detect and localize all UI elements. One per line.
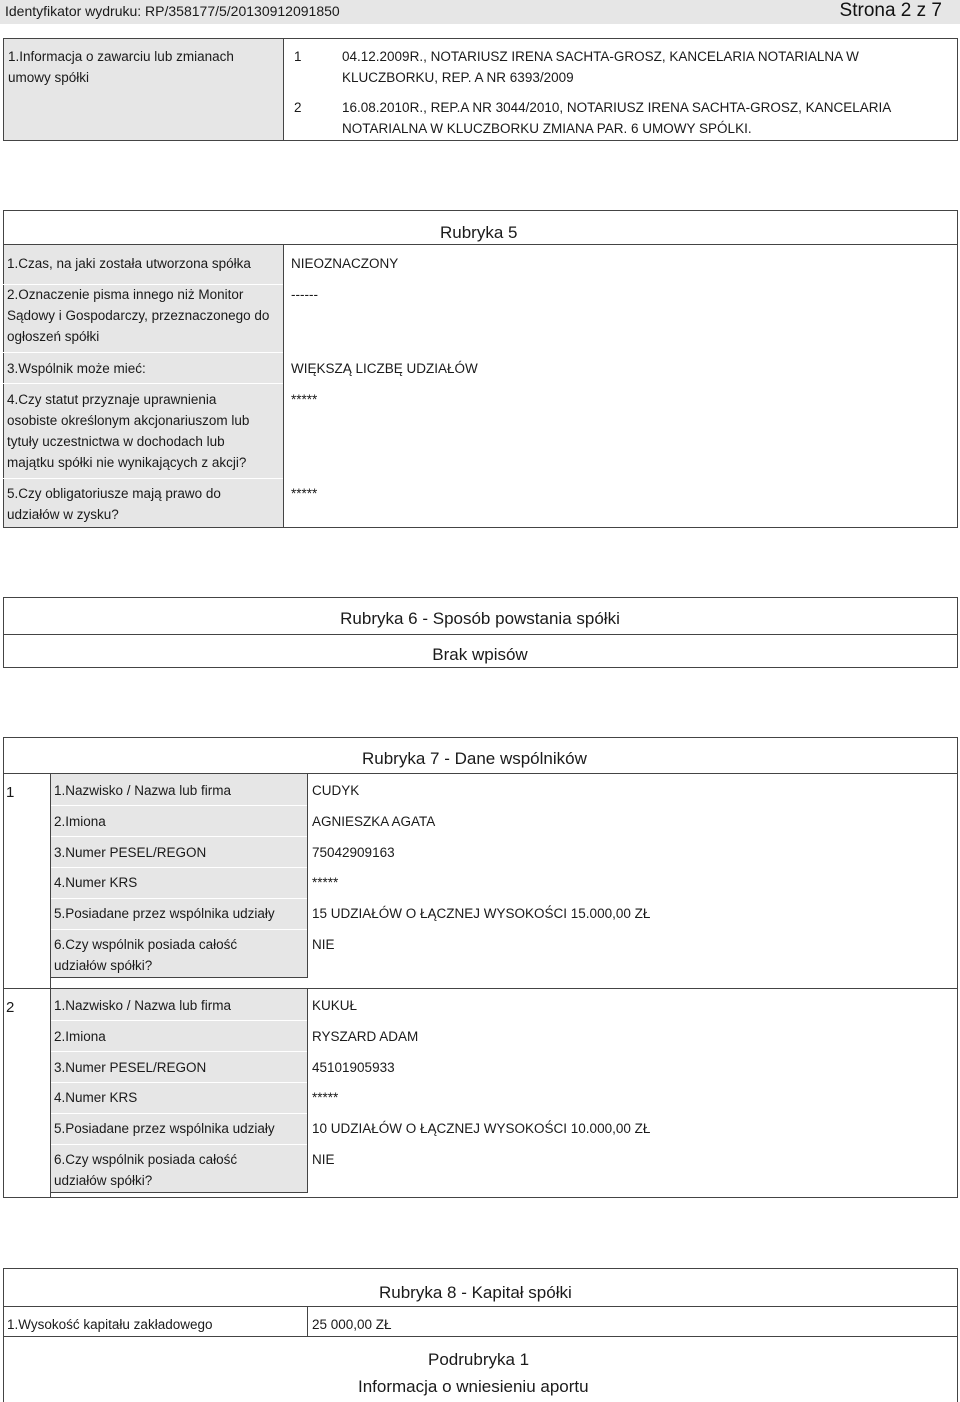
- agreement-entry-num-1: 1: [294, 49, 302, 64]
- partner1-value-3: 75042909163: [312, 845, 395, 860]
- rubryka7-title: Rubryka 7 - Dane wspólników: [362, 749, 587, 768]
- rubryka5-title: Rubryka 5: [440, 223, 518, 242]
- print-identifier: Identyfikator wydruku: RP/358177/5/20130912091850: [5, 3, 340, 19]
- partner1-value-6: NIE: [312, 937, 335, 952]
- agreement-entry-text-1: 04.12.2009R., NOTARIUSZ IRENA SACHTA-GROSZ, KANCELARIA NOTARIALNA W KLUCZBORKU, REP. A NR 6393/2009: [342, 49, 859, 85]
- rubryka6-title: Rubryka 6 - Sposób powstania spółki: [340, 609, 620, 628]
- agreement-label: 1.Informacja o zawarciu lub zmianach umowy spółki: [8, 49, 234, 85]
- rubryka8-title: Rubryka 8 - Kapitał spółki: [379, 1283, 572, 1302]
- partner2-label-1: 1.Nazwisko / Nazwa lub firma: [54, 998, 232, 1013]
- rubryka8-value-1: 25 000,00 ZŁ: [312, 1317, 392, 1332]
- partner1-label-5: 5.Posiadane przez wspólnika udziały: [54, 906, 275, 921]
- partner2-label-4: 4.Numer KRS: [54, 1090, 138, 1105]
- partner2-value-6: NIE: [312, 1152, 335, 1167]
- rubryka5-value-1: NIEOZNACZONY: [291, 256, 399, 271]
- partner2-label-3: 3.Numer PESEL/REGON: [54, 1060, 207, 1075]
- subrubryka-subtitle: Informacja o wniesieniu aportu: [358, 1377, 589, 1396]
- partner1-label-4: 4.Numer KRS: [54, 875, 138, 890]
- partner2-value-3: 45101905933: [312, 1060, 395, 1075]
- partner-num-2: 2: [6, 999, 15, 1016]
- partner2-label-5: 5.Posiadane przez wspólnika udziały: [54, 1121, 275, 1136]
- subrubryka-title: Podrubryka 1: [428, 1350, 530, 1369]
- agreement-entry-text-2: 16.08.2010R., REP.A NR 3044/2010, NOTARIUSZ IRENA SACHTA-GROSZ, KANCELARIA NOTARIALNA W KLUCZBORKU ZMIANA PAR. 6 UMOWY SPÓLKI.: [342, 100, 892, 136]
- page-number: Strona 2 z 7: [839, 0, 942, 21]
- partner2-label-2: 2.Imiona: [54, 1029, 106, 1044]
- partner1-label-3: 3.Numer PESEL/REGON: [54, 845, 207, 860]
- rubryka6-empty-note: Brak wpisów: [432, 645, 528, 664]
- partner1-value-2: AGNIESZKA AGATA: [312, 814, 436, 829]
- partner2-value-5: 10 UDZIAŁÓW O ŁĄCZNEJ WYSOKOŚCI 10.000,00 ZŁ: [312, 1121, 651, 1136]
- partner2-label-6: 6.Czy wspólnik posiada całość udziałów spółki?: [54, 1152, 238, 1188]
- partner1-value-5: 15 UDZIAŁÓW O ŁĄCZNEJ WYSOKOŚCI 15.000,00 ZŁ: [312, 906, 651, 921]
- rubryka8-label-1: 1.Wysokość kapitału zakładowego: [7, 1317, 213, 1332]
- agreement-entry-num-2: 2: [294, 100, 302, 115]
- rubryka5-value-2: ------: [291, 287, 318, 302]
- partner1-value-1: CUDYK: [312, 783, 360, 798]
- partner2-value-1: KUKUŁ: [312, 998, 358, 1013]
- rubryka5-label-5: 5.Czy obligatoriusze mają prawo do udziałów w zysku?: [7, 486, 221, 522]
- partner1-value-4: *****: [312, 875, 339, 890]
- rubryka5-label-3: 3.Wspólnik może mieć:: [7, 361, 146, 376]
- rubryka5-value-4: *****: [291, 392, 318, 407]
- rubryka5-label-2: 2.Oznaczenie pisma innego niż Monitor Sądowy i Gospodarczy, przeznaczonego do ogłoszeń spółki: [7, 287, 270, 344]
- partner2-value-4: *****: [312, 1090, 339, 1105]
- partner1-label-1: 1.Nazwisko / Nazwa lub firma: [54, 783, 232, 798]
- partner-num-1: 1: [6, 784, 15, 801]
- rubryka5-label-4: 4.Czy statut przyznaje uprawnienia osobiste określonym akcjonariuszom lub tytuły uczestnictwa w dochodach lub majątku spółki nie wynikających z akcji?: [7, 392, 250, 470]
- rubryka5-label-1: 1.Czas, na jaki została utworzona spółka: [7, 256, 251, 271]
- rubryka5-value-5: *****: [291, 486, 318, 501]
- partner1-label-6: 6.Czy wspólnik posiada całość udziałów spółki?: [54, 937, 238, 973]
- rubryka5-value-3: WIĘKSZĄ LICZBĘ UDZIAŁÓW: [291, 361, 478, 376]
- partner2-value-2: RYSZARD ADAM: [312, 1029, 419, 1044]
- partner1-label-2: 2.Imiona: [54, 814, 106, 829]
